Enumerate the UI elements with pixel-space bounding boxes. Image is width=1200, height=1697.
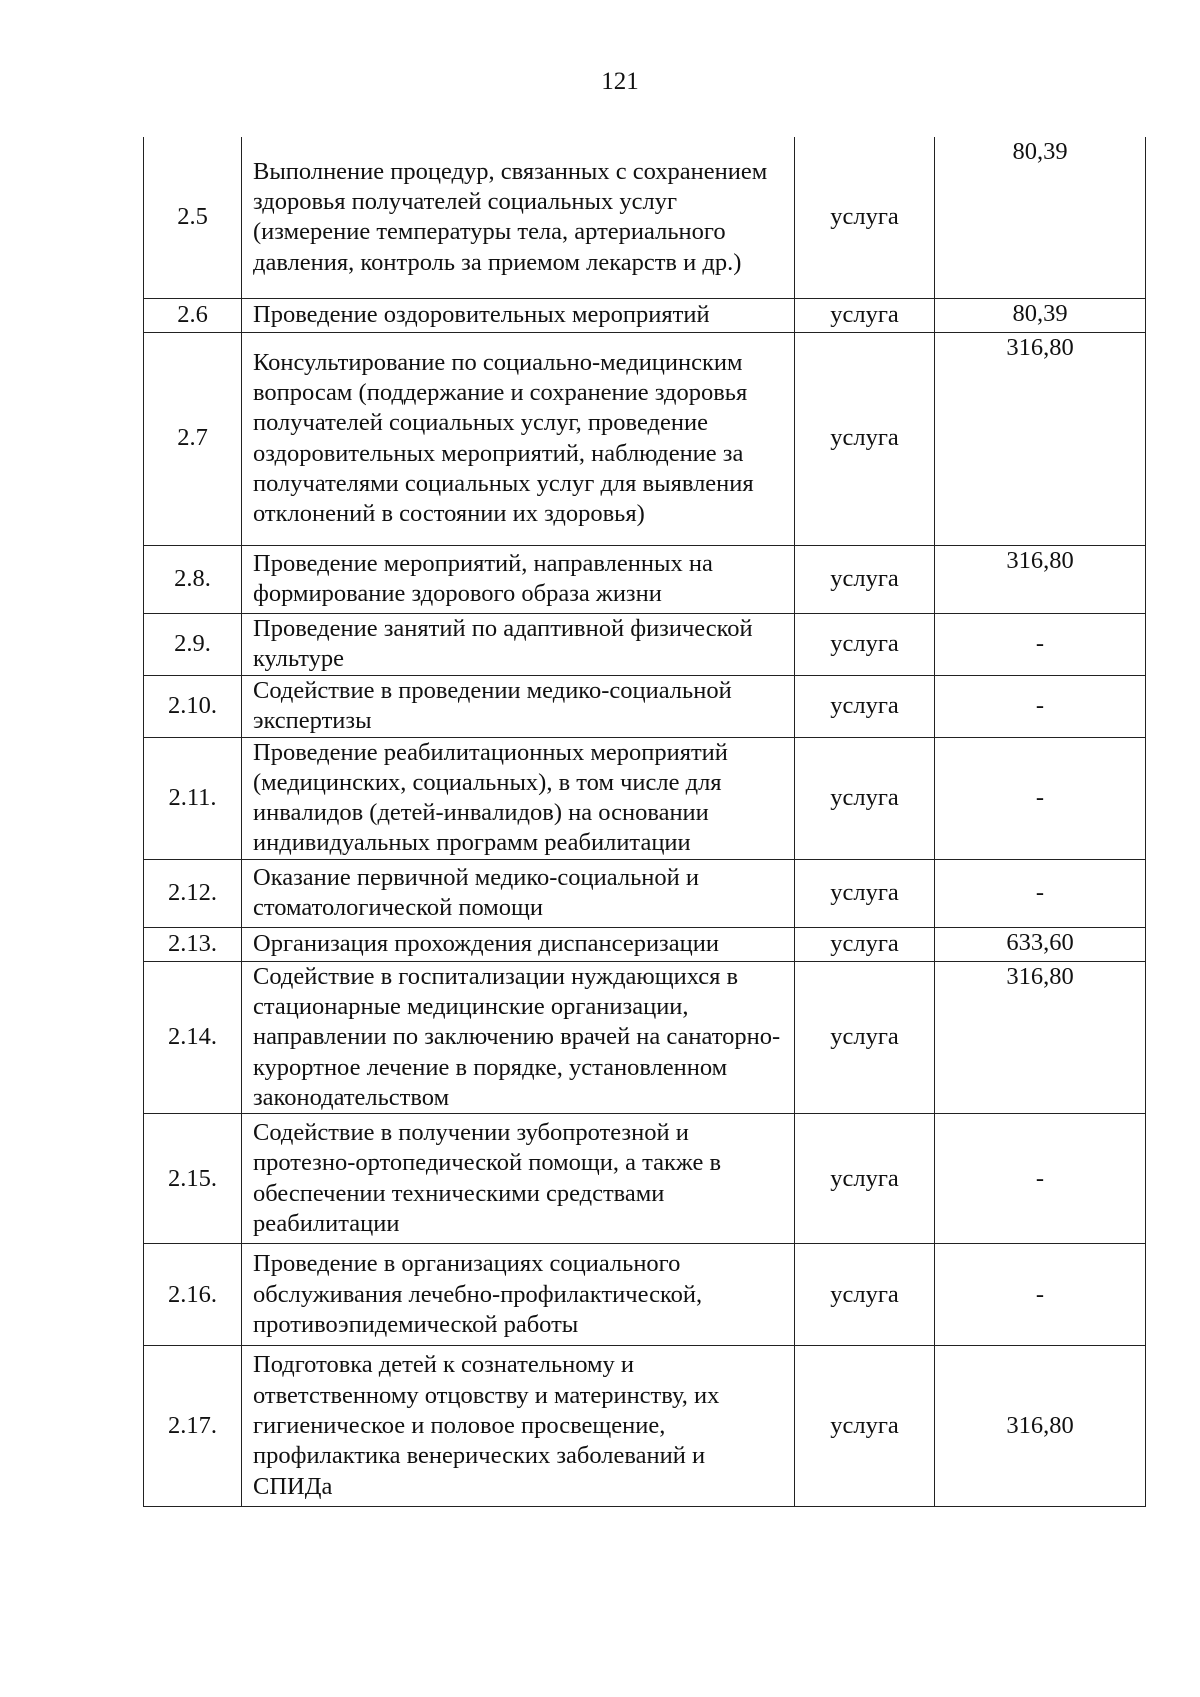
service-name: Консультирование по социально-медицинским вопросам (поддержание и сохранение здоровья получателей социальных услуг, проведение оздоровительных мероприятий, наблюдение за получателями социальных услуг для выявления отклонений в состоянии их здоровья) — [242, 332, 795, 545]
service-name: Содействие в госпитализации нуждающихся в стационарные медицинские организации, направлении по заключению врачей на санаторно-курортное лечение в порядке, установленном законодательством — [242, 961, 795, 1113]
row-number: 2.12. — [144, 859, 242, 927]
service-name: Подготовка детей к сознательному и ответственному отцовству и материнству, их гигиеническое и половое просвещение, профилактика венерических заболеваний и СПИДа — [242, 1346, 795, 1507]
unit-of-measure: услуга — [795, 961, 935, 1113]
service-name: Проведение оздоровительных мероприятий — [242, 298, 795, 332]
table-row — [144, 961, 1146, 1113]
row-number: 2.6 — [144, 298, 242, 332]
unit-of-measure: услуга — [795, 545, 935, 613]
unit-of-measure: услуга — [795, 332, 935, 545]
unit-of-measure: услуга — [795, 859, 935, 927]
service-name: Содействие в проведении медико-социальной экспертизы — [242, 675, 795, 737]
unit-of-measure: услуга — [795, 927, 935, 961]
price-value: 80,39 — [935, 298, 1146, 332]
unit-of-measure: услуга — [795, 737, 935, 859]
table-row — [144, 137, 1146, 298]
unit-of-measure: услуга — [795, 613, 935, 675]
unit-of-measure: услуга — [795, 1244, 935, 1346]
table-row — [144, 927, 1146, 961]
price-value: 316,80 — [935, 332, 1146, 545]
unit-of-measure: услуга — [795, 1346, 935, 1507]
page-number: 121 — [601, 68, 639, 95]
unit-of-measure: услуга — [795, 675, 935, 737]
table-row — [144, 859, 1146, 927]
row-number: 2.5 — [144, 137, 242, 298]
price-value: 633,60 — [935, 927, 1146, 961]
price-value: - — [935, 1114, 1146, 1244]
service-name: Проведение занятий по адаптивной физической культуре — [242, 613, 795, 675]
unit-of-measure: услуга — [795, 1114, 935, 1244]
service-name: Проведение в организациях социального обслуживания лечебно-профилактической, противоэпидемической работы — [242, 1244, 795, 1346]
table-row — [144, 675, 1146, 737]
row-number: 2.9. — [144, 613, 242, 675]
price-value: - — [935, 1244, 1146, 1346]
row-number: 2.16. — [144, 1244, 242, 1346]
services-table — [143, 137, 1146, 1507]
price-value: 316,80 — [935, 961, 1146, 1113]
service-name: Проведение реабилитационных мероприятий (медицинских, социальных), в том числе для инвалидов (детей-инвалидов) на основании индивидуальных программ реабилитации — [242, 737, 795, 859]
price-value: - — [935, 737, 1146, 859]
price-value: 80,39 — [935, 137, 1146, 298]
table-row — [144, 737, 1146, 859]
price-value: 316,80 — [935, 1346, 1146, 1507]
table-row — [144, 545, 1146, 613]
table-row — [144, 613, 1146, 675]
row-number: 2.8. — [144, 545, 242, 613]
row-number: 2.10. — [144, 675, 242, 737]
row-number: 2.7 — [144, 332, 242, 545]
service-name: Оказание первичной медико-социальной и стоматологической помощи — [242, 859, 795, 927]
service-name: Организация прохождения диспансеризации — [242, 927, 795, 961]
row-number: 2.11. — [144, 737, 242, 859]
service-name: Содействие в получении зубопротезной и протезно-ортопедической помощи, а также в обеспечении техническими средствами реабилитации — [242, 1114, 795, 1244]
price-value: - — [935, 859, 1146, 927]
service-name: Проведение мероприятий, направленных на формирование здорового образа жизни — [242, 545, 795, 613]
table-row — [144, 298, 1146, 332]
row-number: 2.14. — [144, 961, 242, 1113]
price-value: - — [935, 675, 1146, 737]
row-number: 2.15. — [144, 1114, 242, 1244]
row-number: 2.17. — [144, 1346, 242, 1507]
price-value: - — [935, 613, 1146, 675]
unit-of-measure: услуга — [795, 298, 935, 332]
table-row — [144, 1346, 1146, 1507]
unit-of-measure: услуга — [795, 137, 935, 298]
row-number: 2.13. — [144, 927, 242, 961]
table-row — [144, 1114, 1146, 1244]
price-value: 316,80 — [935, 545, 1146, 613]
table-row — [144, 332, 1146, 545]
table-row — [144, 1244, 1146, 1346]
service-name: Выполнение процедур, связанных с сохранением здоровья получателей социальных услуг (измерение температуры тела, артериального давления, контроль за приемом лекарств и др.) — [242, 137, 795, 298]
